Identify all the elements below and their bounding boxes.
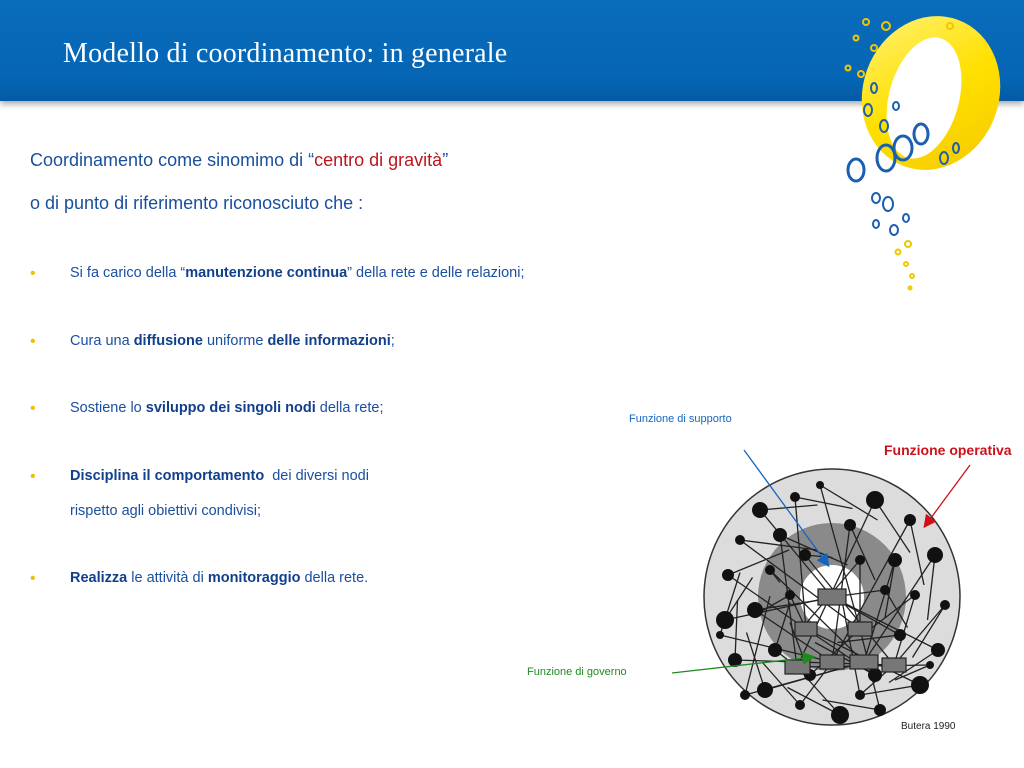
bullet-4-line-2: rispetto agli obiettivi condivisi; <box>70 503 262 519</box>
bullet-1-bold: manutenzione continua <box>185 265 348 281</box>
bullet-4-post: dei diversi nodi <box>264 468 369 484</box>
bullet-dot-icon: • <box>30 265 36 282</box>
bullet-2-bold: diffusione <box>133 333 203 349</box>
bullet-5-mid: le attività di <box>127 570 208 586</box>
label-operative-function: Funzione operativa <box>884 442 1012 458</box>
network-node <box>799 549 811 561</box>
network-node <box>722 569 734 581</box>
bullet-2-pre: Cura una <box>70 333 134 349</box>
bullet-3-post: della rete; <box>315 400 384 416</box>
network-node <box>894 629 906 641</box>
intro-line-1-suffix: ” <box>442 150 449 170</box>
bubble-logo-icon <box>826 8 1024 298</box>
network-node <box>795 700 805 710</box>
bullet-dot-icon: • <box>30 468 36 485</box>
network-node <box>931 643 945 657</box>
network-node <box>735 535 745 545</box>
network-node <box>888 553 902 567</box>
bullet-5-bold-2: monitoraggio <box>207 570 301 586</box>
bullet-dot-icon: • <box>30 333 36 350</box>
bullet-1-pre: Si fa carico della “ <box>70 265 186 281</box>
network-node <box>926 661 934 669</box>
network-node <box>757 682 773 698</box>
bullet-5-bold: Realizza <box>70 570 128 586</box>
page-title: Modello di coordinamento: in generale <box>63 38 508 69</box>
network-node <box>768 643 782 657</box>
bullet-text-3 <box>70 400 383 416</box>
bullet-1-post: ” della rete e delle relazioni; <box>347 265 525 281</box>
network-node <box>816 481 824 489</box>
network-node <box>904 514 916 526</box>
network-node <box>790 492 800 502</box>
network-node <box>868 668 882 682</box>
network-diagram <box>700 465 965 730</box>
network-node <box>716 611 734 629</box>
network-node <box>910 590 920 600</box>
network-node <box>752 502 768 518</box>
network-node <box>855 690 865 700</box>
network-node <box>785 590 795 600</box>
bullet-text-1 <box>70 265 525 281</box>
network-node <box>831 706 849 724</box>
bullet-dot-icon: • <box>30 400 36 417</box>
bullet-3-bold: sviluppo dei singoli nodi <box>145 400 316 416</box>
network-node <box>716 631 724 639</box>
network-node <box>844 519 856 531</box>
network-node <box>747 602 763 618</box>
network-node <box>728 653 742 667</box>
network-node <box>874 704 886 716</box>
bullet-4-bold: Disciplina il comportamento <box>70 468 265 484</box>
source-citation: Butera 1990 <box>901 721 956 732</box>
network-node <box>880 585 890 595</box>
intro-line-1 <box>30 150 448 171</box>
bullet-text-5 <box>70 570 368 586</box>
label-governance-function: Funzione di governo <box>527 666 627 678</box>
network-node <box>866 491 884 509</box>
bullet-2-bold-2: delle informazioni <box>267 333 391 349</box>
intro-highlight: centro di gravità <box>314 150 443 170</box>
network-node <box>773 528 787 542</box>
bullet-2-post: ; <box>390 333 395 349</box>
intro-line-2: o di punto di riferimento riconosciuto che : <box>30 193 364 213</box>
bullet-2-mid: uniforme <box>202 333 268 349</box>
network-node <box>940 600 950 610</box>
network-node <box>911 676 929 694</box>
bullet-3-pre: Sostiene lo <box>70 400 146 416</box>
network-node <box>927 547 943 563</box>
bullet-text-2 <box>70 333 395 349</box>
intro-line-1-prefix: Coordinamento come sinomimo di “ <box>30 150 315 170</box>
label-support-function: Funzione di supporto <box>629 413 732 425</box>
network-node <box>855 555 865 565</box>
network-node <box>765 565 775 575</box>
network-node <box>740 690 750 700</box>
bullet-5-post: della rete. <box>300 570 369 586</box>
bullet-dot-icon: • <box>30 570 36 587</box>
bullet-text-4 <box>70 468 369 484</box>
